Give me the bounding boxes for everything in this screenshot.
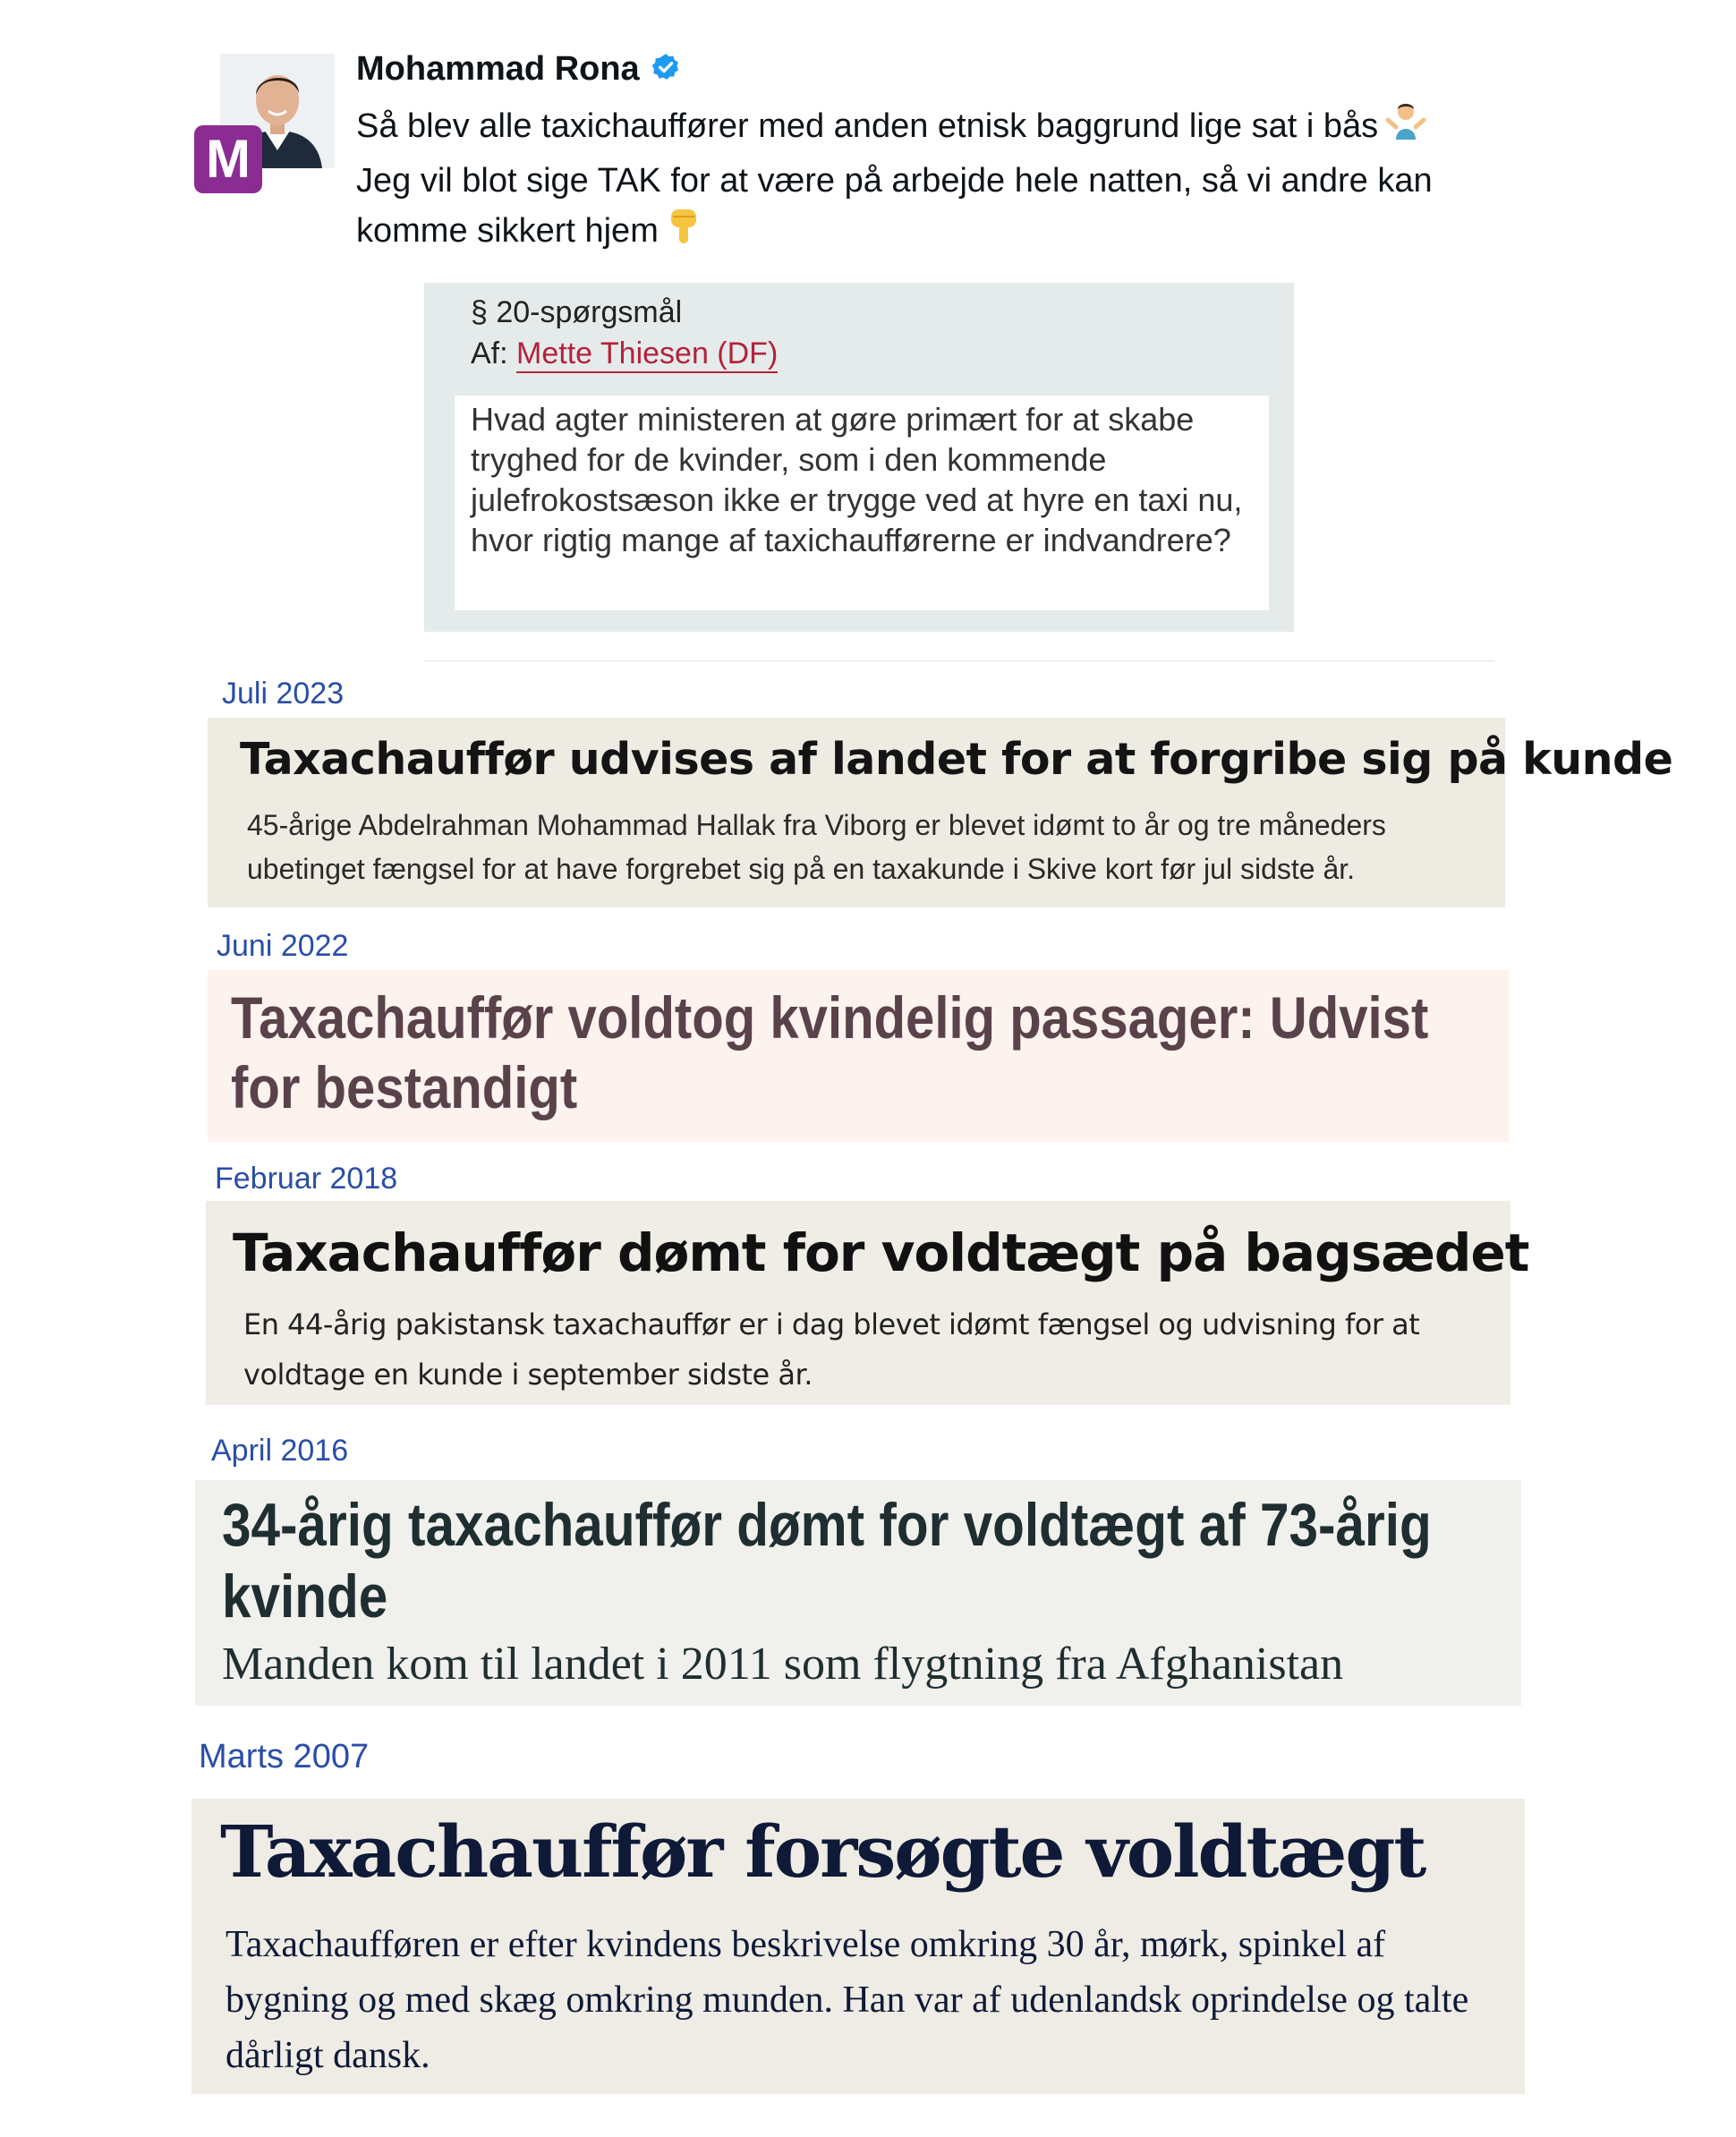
date-label-4: April 2016 <box>211 1434 349 1468</box>
person-shrugging-emoji-icon <box>1385 100 1426 156</box>
party-badge: M <box>194 125 262 193</box>
question-author-link[interactable]: Mette Thiesen (DF) <box>516 336 778 373</box>
headline-subtitle-4: Manden kom til landet i 2011 som flygtning fra Afghanistan <box>222 1639 1344 1690</box>
headline-title-1: Taxachauffør udvises af landet for at forgribe sig på kunde <box>240 734 1673 785</box>
tweet-author-row <box>356 50 681 89</box>
headline-card-1 <box>208 718 1673 907</box>
question-author-prefix: Af: <box>471 336 508 370</box>
headline-card-5 <box>191 1799 1525 2094</box>
author-name[interactable]: Mohammad Rona <box>356 50 640 88</box>
headline-title-2: Taxachauffør voldtog kvindelig passager: Udvist for bestandigt <box>231 984 1429 1120</box>
headline-title-5: Taxachauffør forsøgte voldtægt <box>220 1809 1425 1894</box>
date-label-3: Februar 2018 <box>215 1162 398 1196</box>
verified-badge-icon <box>651 52 681 87</box>
tweet-line-1: Så blev alle taxichauffører med anden etnisk baggrund lige sat i bås <box>356 100 1519 156</box>
headline-subtitle-5: Taxachaufføren er efter kvindens beskrivelse omkring 30 år, mørk, spinkel af bygning og med skæg omkring munden. Han var af udenlandsk oprindelse og talte dårligt dansk. <box>226 1924 1469 2076</box>
headline-card-3 <box>206 1201 1529 1405</box>
date-label-2: Juni 2022 <box>217 929 349 963</box>
date-label-1: Juli 2023 <box>222 677 345 711</box>
parliament-question-card <box>424 283 1294 632</box>
pointing-down-emoji-icon <box>666 206 702 260</box>
headline-title-3: Taxachauffør dømt for voldtægt på bagsædet <box>233 1222 1529 1283</box>
headline-subtitle-3: En 44-årig pakistansk taxachauffør er i dag blevet idømt fængsel og udvisning for at voldtage en kunde i september sidste år. <box>243 1307 1420 1392</box>
question-type: § 20-spørgsmål <box>471 295 683 329</box>
tweet-line-3: komme sikkert hjem <box>356 206 1519 260</box>
tweet-text <box>356 100 1519 260</box>
headline-subtitle-1: 45-årige Abdelrahman Mohammad Hallak fra Viborg er blevet idømt to år og tre måneders ubetinget fængsel for at have forgrebet sig på en taxakunde i Skive kort før jul sidste år. <box>247 809 1386 885</box>
date-label-5: Marts 2007 <box>199 1738 370 1775</box>
headline-card-2 <box>208 970 1509 1142</box>
divider <box>424 660 1494 661</box>
headline-title-4: 34-årig taxachauffør dømt for voldtægt af 73-årig kvinde <box>222 1491 1432 1630</box>
tweet-line-2: Jeg vil blot sige TAK for at være på arbejde hele natten, så vi andre kan <box>356 162 1433 200</box>
question-author-row <box>471 336 778 371</box>
question-text: Hvad agter ministeren at gøre primært for at skabe tryghed for de kvinder, som i den kommende julefrokostsæson ikke er trygge ved at hyre en taxi nu, hvor rigtig mange af taxichaufførerne er indvandrere? <box>455 396 1269 610</box>
headline-card-4 <box>195 1480 1521 1706</box>
